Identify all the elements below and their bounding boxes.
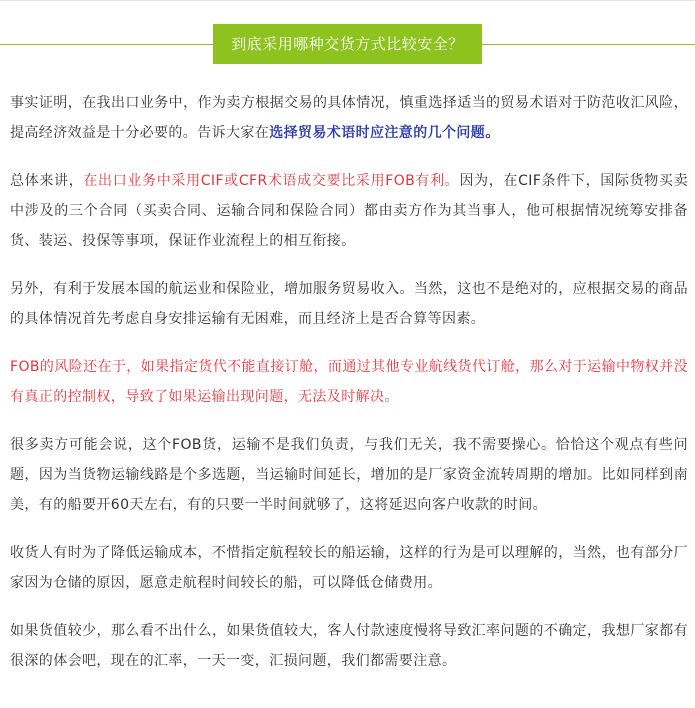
article-body [10, 88, 688, 694]
paragraph-3 [10, 274, 688, 334]
paragraph-6-text: 收货人有时为了降低运输成本，不惜指定航程较长的船运输，这样的行为是可以理解的，当然，也有部分厂家因为仓储的原因，愿意走航程时间较长的船，可以降低仓储费用。 [10, 545, 688, 591]
paragraph-2-lead: 总体来讲， [10, 173, 84, 189]
paragraph-1-highlight: 选择贸易术语时应注意的几个问题。 [269, 125, 500, 141]
paragraph-2-highlight: 在出口业务中采用CIF或CFR术语成交要比采用FOB有利。 [83, 173, 460, 189]
top-divider [0, 0, 695, 1]
paragraph-5-text: 很多卖方可能会说，这个FOB货，运输不是我们负责，与我们无关，我不需要操心。恰恰这个观点有些问题，因为当货物运输线路是个多选题，当运输时间延长，增加的是厂家资金流转周期的增加。比如同样到南美，有的船要开60天左右，有的只要一半时间就够了，这将延迟向客户收款的时间。 [10, 437, 688, 513]
paragraph-1 [10, 88, 688, 148]
paragraph-5 [10, 430, 688, 520]
paragraph-2-text: 因为，在CIF条件下，国际货物买卖中涉及的三个合同（买卖合同、运输合同和保险合同）都由卖方作为其当事人，他可根据情况统筹安排备货、装运、投保等事项，保证作业流程上的相互衔接。 [10, 173, 689, 249]
paragraph-7 [10, 616, 688, 676]
section-title: 到底采用哪种交货方式比较安全？ [213, 24, 482, 64]
paragraph-4 [10, 352, 688, 412]
paragraph-4-highlight: FOB的风险还在于，如果指定货代不能直接订舱，而通过其他专业航线货代订舱，那么对于运输中物权并没有真正的控制权，导致了如果运输出现问题，无法及时解决。 [10, 359, 688, 405]
section-header [0, 24, 695, 64]
paragraph-6 [10, 538, 688, 598]
paragraph-1-text: 事实证明，在我出口业务中，作为卖方根据交易的具体情况，慎重选择适当的贸易术语对于防范收汇风险，提高经济效益是十分必要的。告诉大家在 [10, 95, 688, 141]
paragraph-7-text: 如果货值较少，那么看不出什么，如果货值较大，客人付款速度慢将导致汇率问题的不确定，我想厂家都有很深的体会吧，现在的汇率，一天一变，汇损问题，我们都需要注意。 [10, 623, 688, 669]
paragraph-2 [10, 166, 688, 256]
paragraph-3-text: 另外，有利于发展本国的航运业和保险业，增加服务贸易收入。当然，这也不是绝对的，应根据交易的商品的具体情况首先考虑自身安排运输有无困难，而且经济上是否合算等因素。 [10, 281, 688, 327]
